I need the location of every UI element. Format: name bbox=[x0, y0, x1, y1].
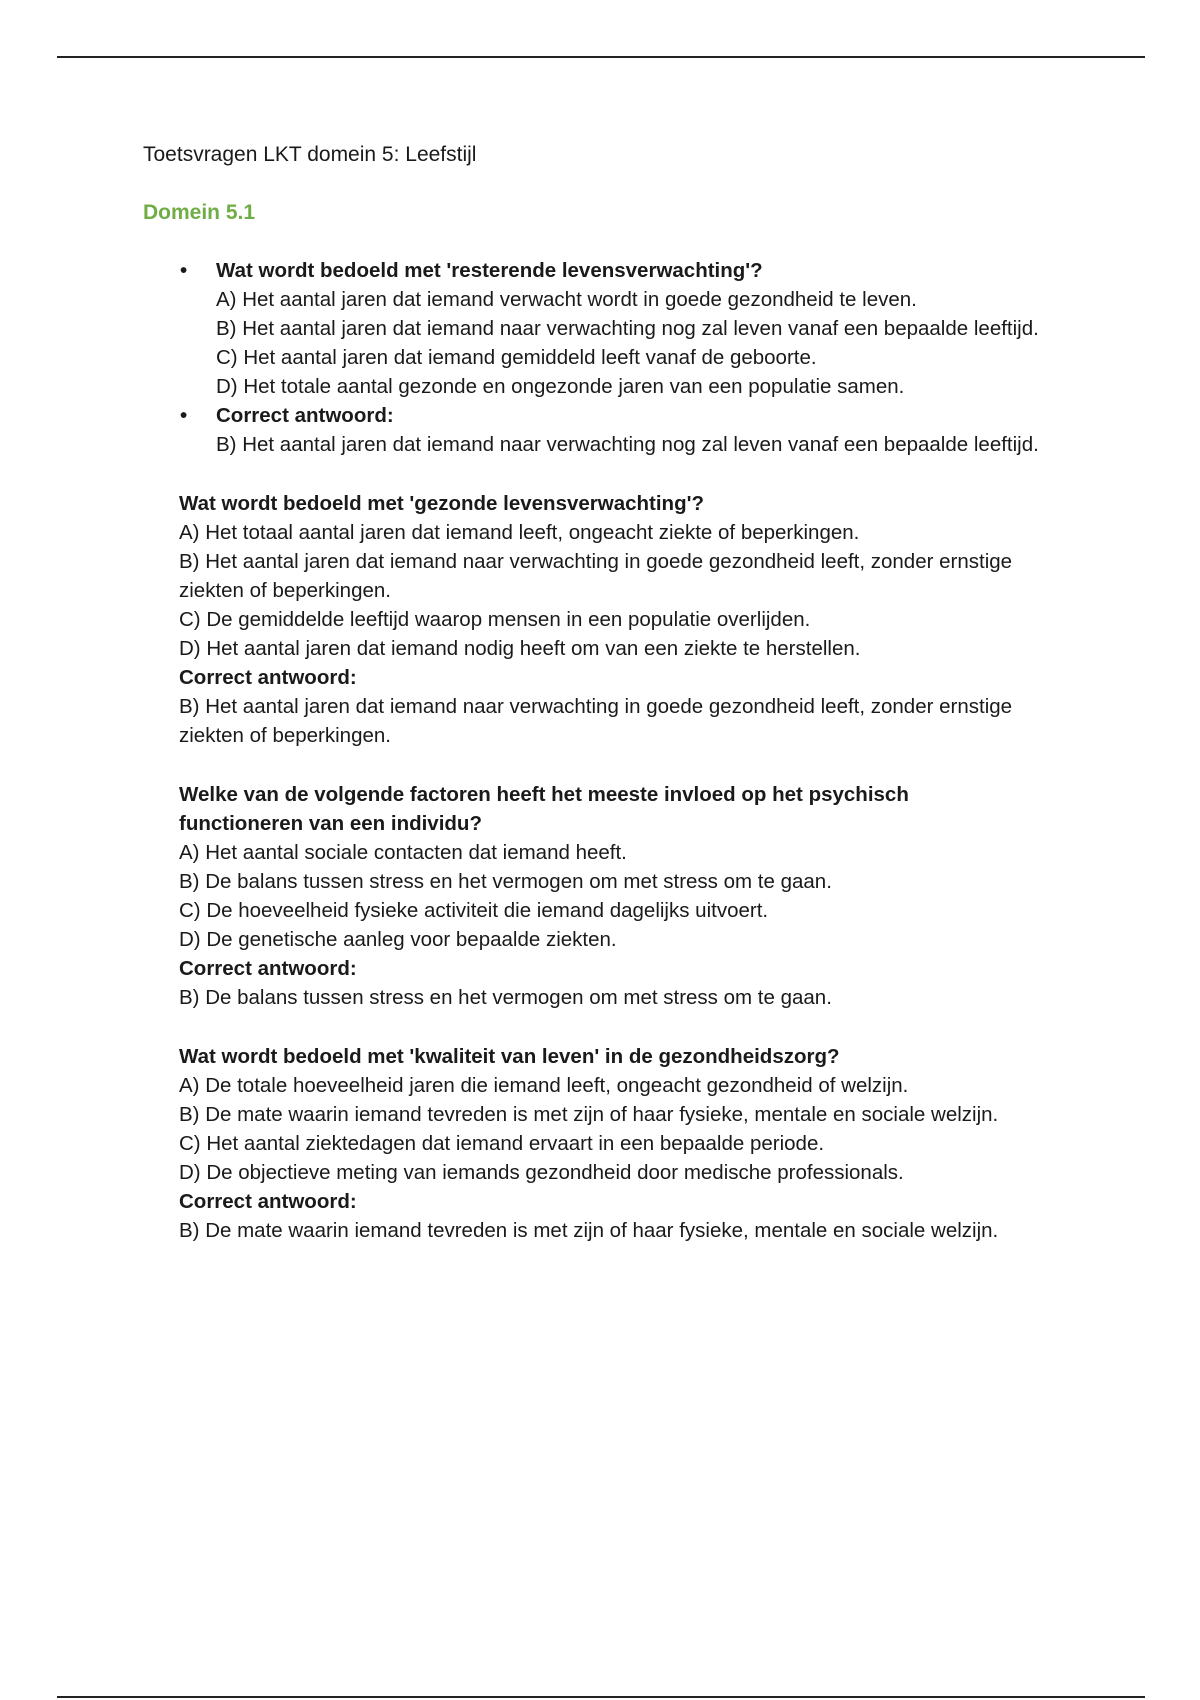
option-b: B) Het aantal jaren dat iemand naar verwachting in goede gezondheid leeft, zonder ernstige ziekten of beperkingen. bbox=[179, 550, 1013, 602]
section-heading: Domein 5.1 bbox=[143, 201, 256, 224]
option-b: B) De mate waarin iemand tevreden is met zijn of haar fysieke, mentale en sociale welzijn. bbox=[179, 1103, 999, 1126]
correct-answer-text: B) De balans tussen stress en het vermogen om met stress om te gaan. bbox=[179, 986, 832, 1009]
bullet-list bbox=[143, 256, 1043, 459]
option-a: A) Het aantal sociale contacten dat iemand heeft. bbox=[179, 841, 627, 864]
bullet-question-item bbox=[180, 256, 1043, 401]
option-c: C) De hoeveelheid fysieke activiteit die iemand dagelijks uitvoert. bbox=[179, 899, 769, 922]
option-d: D) Het aantal jaren dat iemand nodig heeft om van een ziekte te herstellen. bbox=[179, 637, 861, 660]
option-a: A) Het aantal jaren dat iemand verwacht wordt in goede gezondheid te leven. bbox=[216, 288, 917, 311]
option-d: D) Het totale aantal gezonde en ongezonde jaren van een populatie samen. bbox=[216, 375, 905, 398]
correct-answer-label: Correct antwoord: bbox=[179, 957, 357, 980]
option-b: B) De balans tussen stress en het vermogen om met stress om te gaan. bbox=[179, 870, 832, 893]
bullet-icon: • bbox=[180, 259, 188, 282]
question-text: Welke van de volgende factoren heeft het meeste invloed op het psychisch functioneren van een individu? bbox=[179, 783, 909, 835]
question-text: Wat wordt bedoeld met 'resterende levensverwachting'? bbox=[216, 259, 763, 282]
correct-answer-label: Correct antwoord: bbox=[216, 404, 394, 427]
correct-answer-text: B) Het aantal jaren dat iemand naar verwachting nog zal leven vanaf een bepaalde leeftijd. bbox=[216, 433, 1039, 456]
bullet-answer-item bbox=[180, 401, 1043, 459]
page-top-rule bbox=[57, 56, 1145, 58]
option-a: A) Het totaal aantal jaren dat iemand leeft, ongeacht ziekte of beperkingen. bbox=[179, 521, 860, 544]
bullet-icon: • bbox=[180, 404, 188, 427]
question-text: Wat wordt bedoeld met 'kwaliteit van leven' in de gezondheidszorg? bbox=[179, 1045, 840, 1068]
option-d: D) De genetische aanleg voor bepaalde ziekten. bbox=[179, 928, 617, 951]
option-b: B) Het aantal jaren dat iemand naar verwachting nog zal leven vanaf een bepaalde leeftijd. bbox=[216, 317, 1039, 340]
correct-answer-text: B) De mate waarin iemand tevreden is met zijn of haar fysieke, mentale en sociale welzijn. bbox=[179, 1219, 999, 1242]
document-body bbox=[143, 140, 1043, 1245]
option-c: C) Het aantal jaren dat iemand gemiddeld leeft vanaf de geboorte. bbox=[216, 346, 817, 369]
option-c: C) De gemiddelde leeftijd waarop mensen in een populatie overlijden. bbox=[179, 608, 811, 631]
correct-answer-label: Correct antwoord: bbox=[179, 666, 357, 689]
option-a: A) De totale hoeveelheid jaren die iemand leeft, ongeacht gezondheid of welzijn. bbox=[179, 1074, 909, 1097]
option-d: D) De objectieve meting van iemands gezondheid door medische professionals. bbox=[179, 1161, 904, 1184]
document-title: Toetsvragen LKT domein 5: Leefstijl bbox=[143, 143, 477, 166]
correct-answer-label: Correct antwoord: bbox=[179, 1190, 357, 1213]
question-block bbox=[179, 1042, 1019, 1245]
question-block bbox=[179, 780, 1019, 1012]
page-bottom-rule bbox=[57, 1696, 1145, 1698]
option-c: C) Het aantal ziektedagen dat iemand ervaart in een bepaalde periode. bbox=[179, 1132, 825, 1155]
correct-answer-text: B) Het aantal jaren dat iemand naar verwachting in goede gezondheid leeft, zonder ernstige ziekten of beperkingen. bbox=[179, 695, 1013, 747]
question-block bbox=[179, 489, 1019, 750]
question-text: Wat wordt bedoeld met 'gezonde levensverwachting'? bbox=[179, 492, 704, 515]
